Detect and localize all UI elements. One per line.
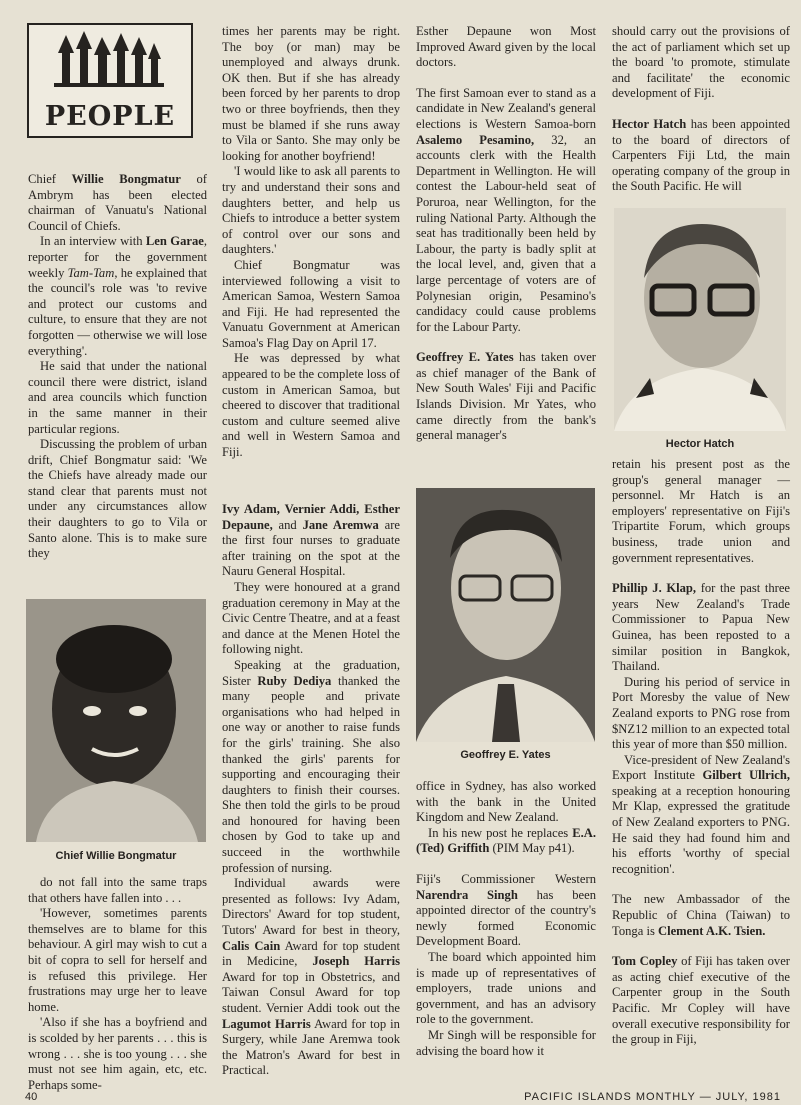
caption-yates: Geoffrey E. Yates (460, 749, 551, 761)
article-paragraph: Esther Depaune won Most Improved Award given by the local doctors. (416, 24, 596, 70)
caption-bongmatur: Chief Willie Bongmatur (55, 850, 177, 862)
section-gap (416, 335, 596, 350)
photo-geoffrey-yates (416, 488, 595, 742)
publication-line: PACIFIC ISLANDS MONTHLY — JULY, 1981 (524, 1091, 781, 1103)
article-paragraph: Fiji's Commissioner Western Narendra Singh has been appointed director of the country's newly formed Economic Development Board. (416, 871, 596, 949)
article-paragraph: They were honoured at a grand graduation ceremony in May at the Civic Centre Theatre, and at a feast and dance at the Menen Hotel the following night. (222, 579, 400, 657)
article-paragraph: Phillip J. Klap, for the past three years New Zealand's Trade Commissioner to Papua New Guinea, has been reposted to a similar position in Bangkok, Thailand. (612, 581, 791, 674)
article-paragraph: He was depressed by what appeared to be the complete loss of custom in American Samoa, but cheered to discover that traditional custom and culture seemed alive and well in Western Samoa and Fiji. (222, 351, 400, 460)
chiefs-illustration (54, 31, 164, 93)
article-paragraph: Hector Hatch has been appointed to the board of directors of Carpenters Fiji Ltd, the main operating company of the group in the South Pacific. He will (612, 116, 791, 194)
column-1-bottom-text (28, 875, 207, 1093)
article-paragraph: do not fall into the same traps that others have fallen into . . . (28, 875, 207, 905)
article-paragraph: Discussing the problem of urban drift, Chief Bongmatur said: 'We the Chiefs have already made our stand clear that parents must not under any circumstances allow their daughters to go to Vila or Santo alone. This is to make sure they (28, 437, 207, 561)
photo-willie-bongmatur (26, 599, 206, 842)
people-masthead (27, 23, 193, 138)
article-paragraph: Speaking at the graduation, Sister Ruby Dediya thanked the many people and private organisations who had helped in one way or another to raise funds for the girls' training. She also thanked the girls' parents for supporting and encouraging their daughters to finish their courses. She then told the girls to be proud and honoured for having been chosen by God to take up and succeed in the worthwhile profession of nursing. (222, 657, 400, 875)
article-paragraph: retain his present post as the group's general manager — personnel. Mr Hatch is an employers' representative on Fiji's Tripartite Forum, which groups business, trade union and government representatives. (612, 457, 790, 565)
article-paragraph: 'I would like to ask all parents to try and understand their sons and daughters better, and help us Chiefs to introduce a better system of control over our sons and daughters.' (222, 164, 400, 257)
section-gap (612, 939, 790, 954)
article-paragraph: Tom Copley of Fiji has taken over as acting chief executive of the Carpenter group in the South Pacific. Mr Copley will have overall executive responsibility for the group in Fiji, (612, 954, 790, 1047)
article-paragraph: Geoffrey E. Yates has taken over as chief manager of the Bank of New South Wales' Fiji and Pacific Islands Division. Mr Yates, who came directly from the bank's general manager's (416, 350, 596, 443)
article-paragraph: Chief Bongmatur was interviewed following a visit to American Samoa, Western Samoa and Fiji. He had represented the Vanuatu Government at American Samoa's Flag Day on April 17. (222, 257, 400, 350)
column-4-top-text (612, 24, 790, 195)
column-4-bottom-text (612, 457, 790, 1048)
article-paragraph: 'Also if she has a boyfriend and is scolded by her parents . . . this is wrong . . . she is too young . . . she must not see him again, etc, etc. Perhaps some- (28, 1015, 207, 1092)
article-paragraph: office in Sydney, has also worked with the bank in the United Kingdom and New Zealand. (416, 779, 596, 825)
column-2-bottom-text (222, 502, 400, 1079)
article-paragraph: During his period of service in Port Moresby the value of New Zealand exports to PNG rose from $NZ12 million to an expected total this year of more than $50 million. (612, 674, 790, 752)
photo-hector-hatch (614, 208, 786, 431)
article-paragraph: Mr Singh will be responsible for advising the board how it (416, 1027, 596, 1058)
article-paragraph: The new Ambassador of the Republic of China (Taiwan) to Tonga is Clement A.K. Tsien. (612, 892, 790, 938)
section-gap (612, 566, 790, 581)
section-gap (416, 857, 596, 872)
article-paragraph: In an interview with Len Garae, reporter for the government weekly Tam-Tam, he explained that the council's role was 'to revive and protect our customs and culture, to ensure that they are not forgotten — otherwise we will lose everything'. (28, 234, 207, 358)
article-paragraph: Chief Willie Bongmatur of Ambrym has been elected chairman of Vanuatu's National Council of Chiefs. (28, 172, 207, 233)
article-paragraph: times her parents may be right. The boy (or man) may be unemployed and always drunk. OK then. But if she has already been forced by her parents to drop two or three boyfriends, then they must be blamed if she runs away to Vila or Santo. She may only be looking for another boyfriend! (222, 24, 400, 163)
page-footer (25, 1091, 781, 1103)
article-paragraph: In his new post he replaces E.A. (Ted) Griffith (PIM May p41). (416, 825, 596, 856)
section-gap (416, 71, 596, 86)
section-gap (612, 102, 790, 117)
page-number: 40 (25, 1091, 38, 1103)
article-paragraph: The board which appointed him is made up of representatives of employers, trade unions and government, and has an advisory role to the government. (416, 949, 596, 1027)
caption-hatch: Hector Hatch (665, 438, 735, 450)
article-paragraph: 'However, sometimes parents themselves are to blame for this behaviour. A girl may wish to cut a bit of copra to sell for herself and is refused this privilege. Her frustrations may urge her to leave home. (28, 906, 207, 1014)
masthead-title: PEOPLE (44, 101, 176, 132)
column-3-bottom-text (416, 779, 596, 1059)
article-paragraph: Ivy Adam, Vernier Addi, Esther Depaune, and Jane Aremwa are the first four nurses to graduate after training on the spot at the Nauru General Hospital. (222, 502, 401, 579)
article-paragraph: Individual awards were presented as follows: Ivy Adam, Directors' Award for top student, Tutors' Award for best in theory, Calis Cain Award for top student in Medicine, Joseph Harris Award for top in Obstetrics, and Taiwan Consul Award for top student. Vernier Addi took out the Lagumot Harris Award for top in Surgery, while Jane Aremwa took the Matron's Award for best in Practical. (222, 876, 400, 1078)
column-2-top-text (222, 24, 400, 461)
column-1-top-text (28, 172, 207, 562)
column-3-top-text (416, 24, 596, 444)
article-paragraph: should carry out the provisions of the act of parliament which set up the board 'to promote, stimulate and facilitate' the economic development of Fiji. (612, 24, 790, 101)
article-paragraph: Vice-president of New Zealand's Export Institute Gilbert Ullrich, speaking at a reception honouring Mr Klap, expressed the gratitude of New Zealand exporters to PNG. He said they had found him and his efforts 'worthy of special recognition'. (612, 752, 790, 876)
article-paragraph: The first Samoan ever to stand as a candidate in New Zealand's general elections is Western Samoa-born Asalemo Pesamino, 32, an accounts clerk with the Health Department in Wellington. He will contest the Labour-held seat of Poruroa, near Wellington, for the ruling National Party. Although the seat has traditionally been held by Labour, the party is badly split at the local level, and, given that a large percentage of voters are of Polynesian origin, Pesamino's candidacy could cause problems for the Labour Party. (416, 85, 596, 334)
article-paragraph: He said that under the national council there were district, island and area councils which function in the same manner in their particular regions. (28, 359, 207, 436)
section-gap (612, 877, 790, 892)
